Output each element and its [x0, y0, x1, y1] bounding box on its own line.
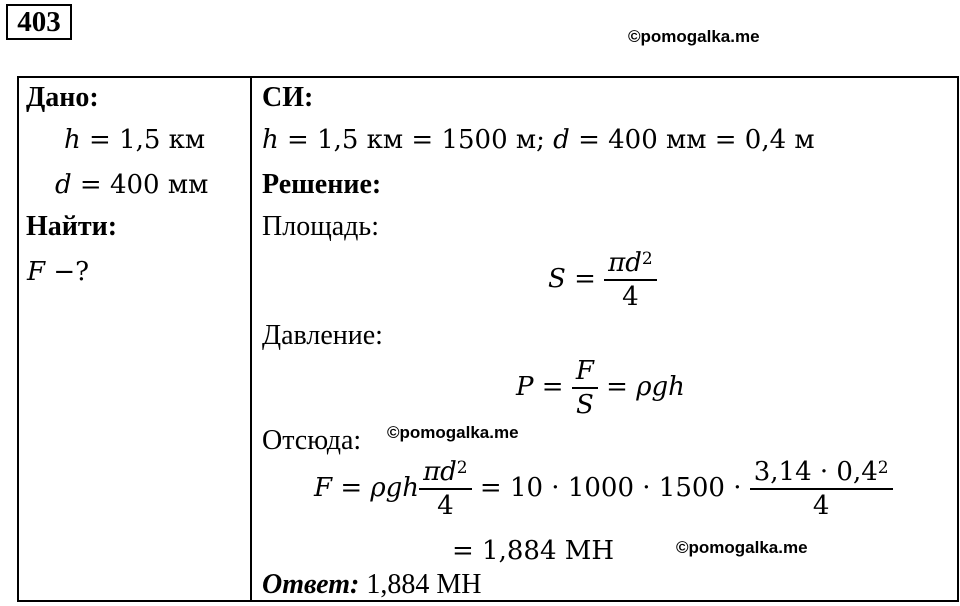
area-label: Площадь: — [262, 211, 379, 242]
given-d: d = 400 мм — [55, 170, 209, 200]
force-result: = 1,884 МН — [452, 536, 615, 566]
force-fraction: $\frac{\pi d^2}{4}$ — [419, 457, 472, 521]
force-formula: F = ρgh $\frac{\pi d^2}{4}$ = 10 · 1000 · 1500 · $\frac{3,14 \cdot 0,4^2}{4}$ — [314, 457, 893, 521]
numeric-fraction: $\frac{3,14 \cdot 0,4^2}{4}$ — [750, 457, 893, 521]
given-heading: Дано: — [26, 82, 99, 113]
area-formula: S = $\frac{\pi d^2}{4}$ — [548, 248, 657, 312]
column-divider — [250, 76, 252, 602]
answer-line — [262, 569, 481, 601]
solution-heading: Решение: — [262, 169, 382, 200]
si-heading: СИ: — [262, 82, 314, 113]
pressure-fraction: $\frac{F}{S}$ — [572, 356, 598, 420]
find-heading: Найти: — [26, 211, 118, 242]
pressure-formula: P = $\frac{F}{S}$ = ρgh — [516, 356, 685, 420]
answer-value: 1,884 МН — [366, 569, 482, 600]
watermark-top: ©pomogalka.me — [628, 27, 760, 46]
watermark-bottom: ©pomogalka.me — [676, 538, 808, 557]
watermark-middle: ©pomogalka.me — [387, 423, 519, 442]
find-value: F −? — [27, 257, 90, 287]
si-conversions: h = 1,5 км = 1500 м; d = 400 мм = 0,4 м — [262, 125, 815, 155]
given-h: h = 1,5 км — [64, 125, 206, 155]
area-fraction: $\frac{\pi d^2}{4}$ — [604, 248, 657, 312]
hence-label: Отсюда: — [262, 425, 362, 456]
problem-number: 403 — [6, 4, 72, 40]
answer-label: Ответ: — [262, 569, 360, 600]
pressure-label: Давление: — [262, 320, 383, 351]
